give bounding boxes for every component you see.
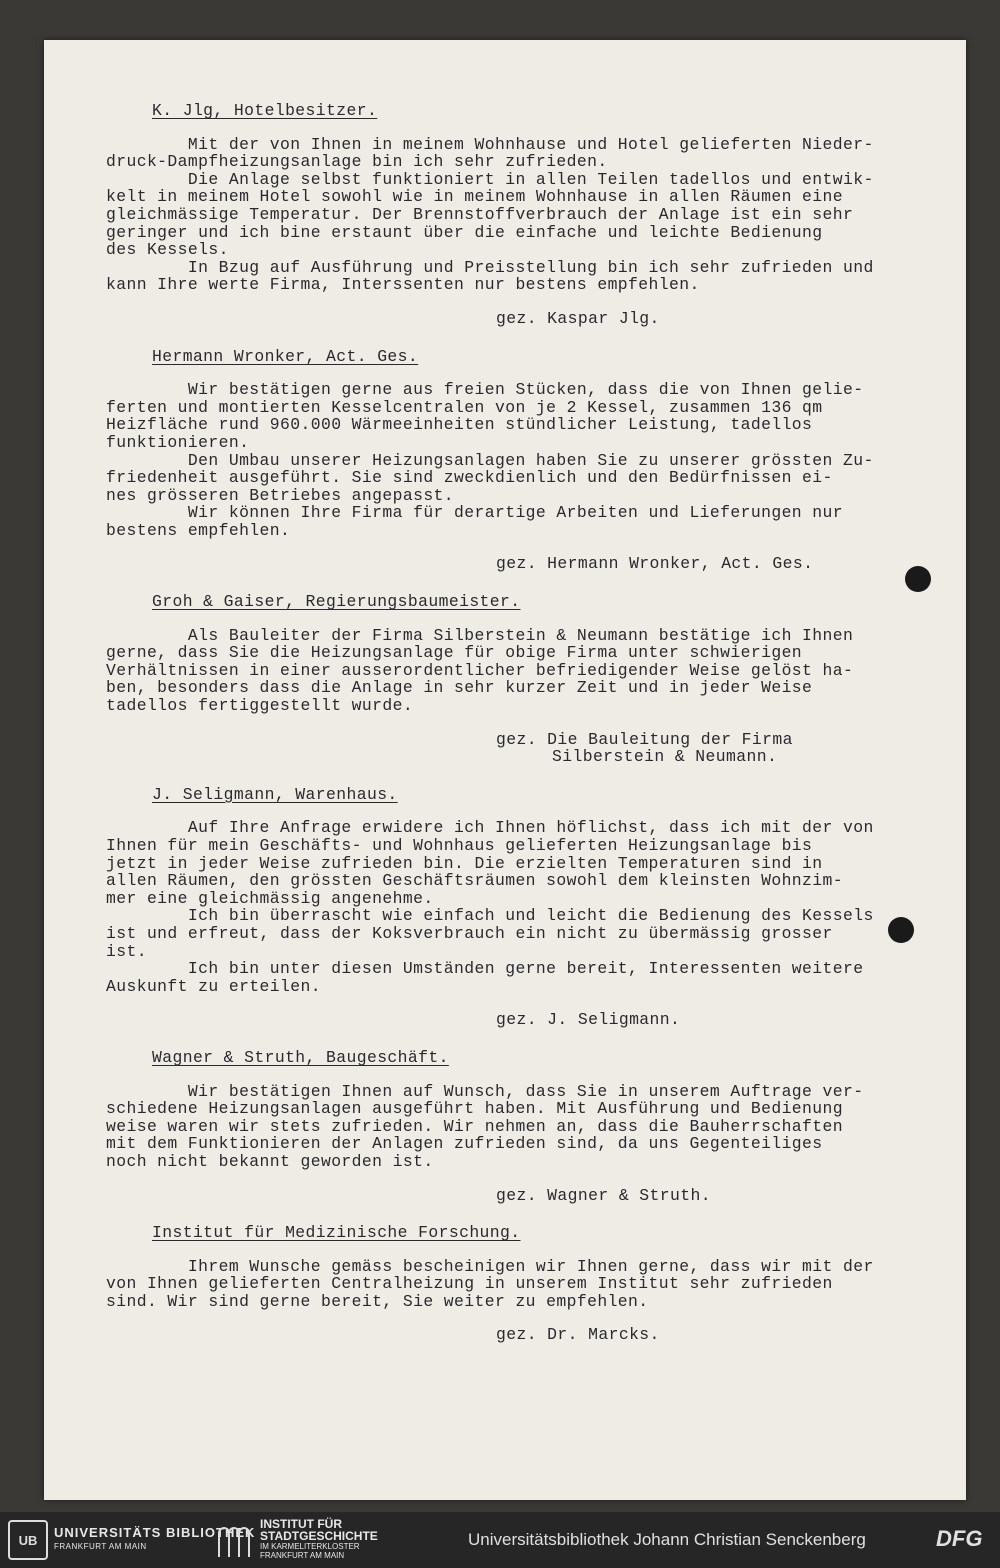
signature-line: gez. Hermann Wronker, Act. Ges.	[496, 554, 814, 574]
ub-city: FRANKFURT AM MAIN	[54, 1542, 147, 1551]
text-line: ben, besonders dass die Anlage in sehr kurzer Zeit und in jeder Weise	[106, 678, 813, 698]
text-line: In Bzug auf Ausführung und Preisstellung bin ich sehr zufrieden und	[106, 257, 874, 277]
text-line: von Ihnen gelieferten Centralheizung in unserem Institut sehr zufrieden	[106, 1274, 833, 1294]
testimonial-heading: J. Seligmann, Warenhaus.	[152, 784, 398, 804]
text-line: mit dem Funktionieren der Anlagen zufrieden sind, da uns Gegenteiliges	[106, 1134, 823, 1154]
footer-bar	[0, 1512, 1000, 1568]
text-line: kann Ihre werte Firma, Interssenten nur bestens empfehlen.	[106, 275, 700, 295]
testimonial-section	[106, 593, 918, 766]
testimonial-heading: Wagner & Struth, Baugeschäft.	[152, 1047, 449, 1067]
testimonial-heading: Groh & Gaiser, Regierungsbaumeister.	[152, 592, 521, 612]
signature-line: gez. Die Bauleitung der Firma	[496, 729, 793, 749]
text-line: Wir können Ihre Firma für derartige Arbeiten und Lieferungen nur	[106, 503, 843, 523]
text-line: geringer und ich bine erstaunt über die einfache und leichte Bedienung	[106, 222, 823, 242]
text-line: Ihrem Wunsche gemäss bescheinigen wir Ihnen gerne, dass wir mit der	[106, 1256, 874, 1276]
letter-body	[106, 102, 918, 1364]
text-line: gerne, dass Sie die Heizungsanlage für obige Firma unter schwierigen	[106, 643, 803, 663]
isg-logo[interactable]	[216, 1518, 378, 1560]
text-line: Die Anlage selbst funktioniert in allen Teilen tadellos und entwik-	[106, 169, 874, 189]
text-line: bestens empfehlen.	[106, 520, 291, 540]
text-line: Auskunft zu erteilen.	[106, 976, 321, 996]
testimonial-heading: K. Jlg, Hotelbesitzer.	[152, 101, 378, 120]
testimonial-section	[106, 348, 918, 574]
text-line: allen Räumen, den grössten Geschäftsräumen sowohl dem kleinsten Wohnzim-	[106, 871, 843, 891]
text-line: schiedene Heizungsanlagen ausgeführt haben. Mit Ausführung und Bedienung	[106, 1099, 843, 1119]
ub-emblem-icon: UB	[8, 1520, 48, 1560]
text-line: friedenheit ausgeführt. Sie sind zweckdienlich und den Bedürfnissen ei-	[106, 468, 833, 488]
isg-line4: FRANKFURT AM MAIN	[260, 1551, 345, 1560]
text-line: Verhältnissen in einer ausserordentlicher befriedigender Weise gelöst ha-	[106, 660, 854, 680]
signature-line: gez. Dr. Marcks.	[496, 1325, 660, 1345]
isg-line1: INSTITUT FÜR	[260, 1517, 342, 1531]
isg-line2: STADTGESCHICHTE	[260, 1529, 378, 1543]
text-line: kelt in meinem Hotel sowohl wie in meinem Wohnhause in allen Räumen eine	[106, 187, 843, 207]
text-line: Den Umbau unserer Heizungsanlagen haben Sie zu unserer grössten Zu-	[106, 450, 874, 470]
text-line: druck-Dampfheizungsanlage bin ich sehr zufrieden.	[106, 152, 608, 172]
dfg-logo[interactable]: DFG	[936, 1526, 983, 1551]
text-line: gleichmässige Temperatur. Der Brennstoffverbrauch der Anlage ist ein sehr	[106, 204, 854, 224]
text-line: Wir bestätigen gerne aus freien Stücken, dass die von Ihnen gelie-	[106, 380, 864, 400]
text-line: des Kessels.	[106, 240, 229, 260]
text-line: mer eine gleichmässig angenehme.	[106, 888, 434, 908]
text-line: Als Bauleiter der Firma Silberstein & Neumann bestätige ich Ihnen	[106, 625, 854, 645]
testimonial-section	[106, 102, 918, 328]
signature-line: gez. Wagner & Struth.	[496, 1185, 711, 1205]
text-line: Wir bestätigen Ihnen auf Wunsch, dass Sie in unserem Auftrage ver-	[106, 1081, 864, 1101]
isg-line3: IM KARMELITERKLOSTER	[260, 1542, 360, 1551]
text-line: Ich bin unter diesen Umständen gerne bereit, Interessenten weitere	[106, 959, 864, 979]
text-line: ist.	[106, 941, 147, 961]
text-line: Heizfläche rund 960.000 Wärmeeinheiten stündlicher Leistung, tadellos	[106, 415, 813, 435]
testimonial-section	[106, 1224, 918, 1344]
text-line: ferten und montierten Kesselcentralen von je 2 Kessel, zusammen 136 qm	[106, 397, 823, 417]
text-line: ist und erfreut, dass der Koksverbrauch ein nicht zu übermässig grosser	[106, 923, 833, 943]
testimonial-section	[106, 786, 918, 1029]
text-line: Ich bin überrascht wie einfach und leicht die Bedienung des Kessels	[106, 906, 874, 926]
signature-line: gez. Kaspar Jlg.	[496, 308, 660, 328]
text-line: tadellos fertiggestellt wurde.	[106, 696, 414, 716]
text-line: funktionieren.	[106, 432, 250, 452]
signature-line-2: Silberstein & Neumann.	[552, 747, 778, 767]
text-line: noch nicht bekannt geworden ist.	[106, 1151, 434, 1171]
text-line: Ihnen für mein Geschäfts- und Wohnhaus gelieferten Heizungsanlage bis	[106, 836, 813, 855]
testimonial-heading: Institut für Medizinische Forschung.	[152, 1223, 521, 1243]
text-line: nes grösseren Betriebes angepasst.	[106, 485, 455, 505]
cloister-arches-icon	[216, 1519, 252, 1559]
footer-title: Universitätsbibliothek Johann Christian Senckenberg	[468, 1530, 866, 1549]
text-line: Auf Ihre Anfrage erwidere ich Ihnen höflichst, dass ich mit der von	[106, 818, 874, 838]
ub-name: UNIVERSITÄTS BIBLIOTHEK	[54, 1525, 256, 1540]
text-line: jetzt in jeder Weise zufrieden bin. Die erzielten Temperaturen sind in	[106, 853, 823, 873]
text-line: Mit der von Ihnen in meinem Wohnhause und Hotel gelieferten Nieder-	[106, 134, 874, 154]
testimonial-heading: Hermann Wronker, Act. Ges.	[152, 346, 419, 366]
text-line: weise waren wir stets zufrieden. Wir nehmen an, dass die Bauherrschaften	[106, 1116, 843, 1136]
testimonial-section	[106, 1049, 918, 1204]
signature-line: gez. J. Seligmann.	[496, 1010, 681, 1030]
text-line: sind. Wir sind gerne bereit, Sie weiter zu empfehlen.	[106, 1291, 649, 1311]
